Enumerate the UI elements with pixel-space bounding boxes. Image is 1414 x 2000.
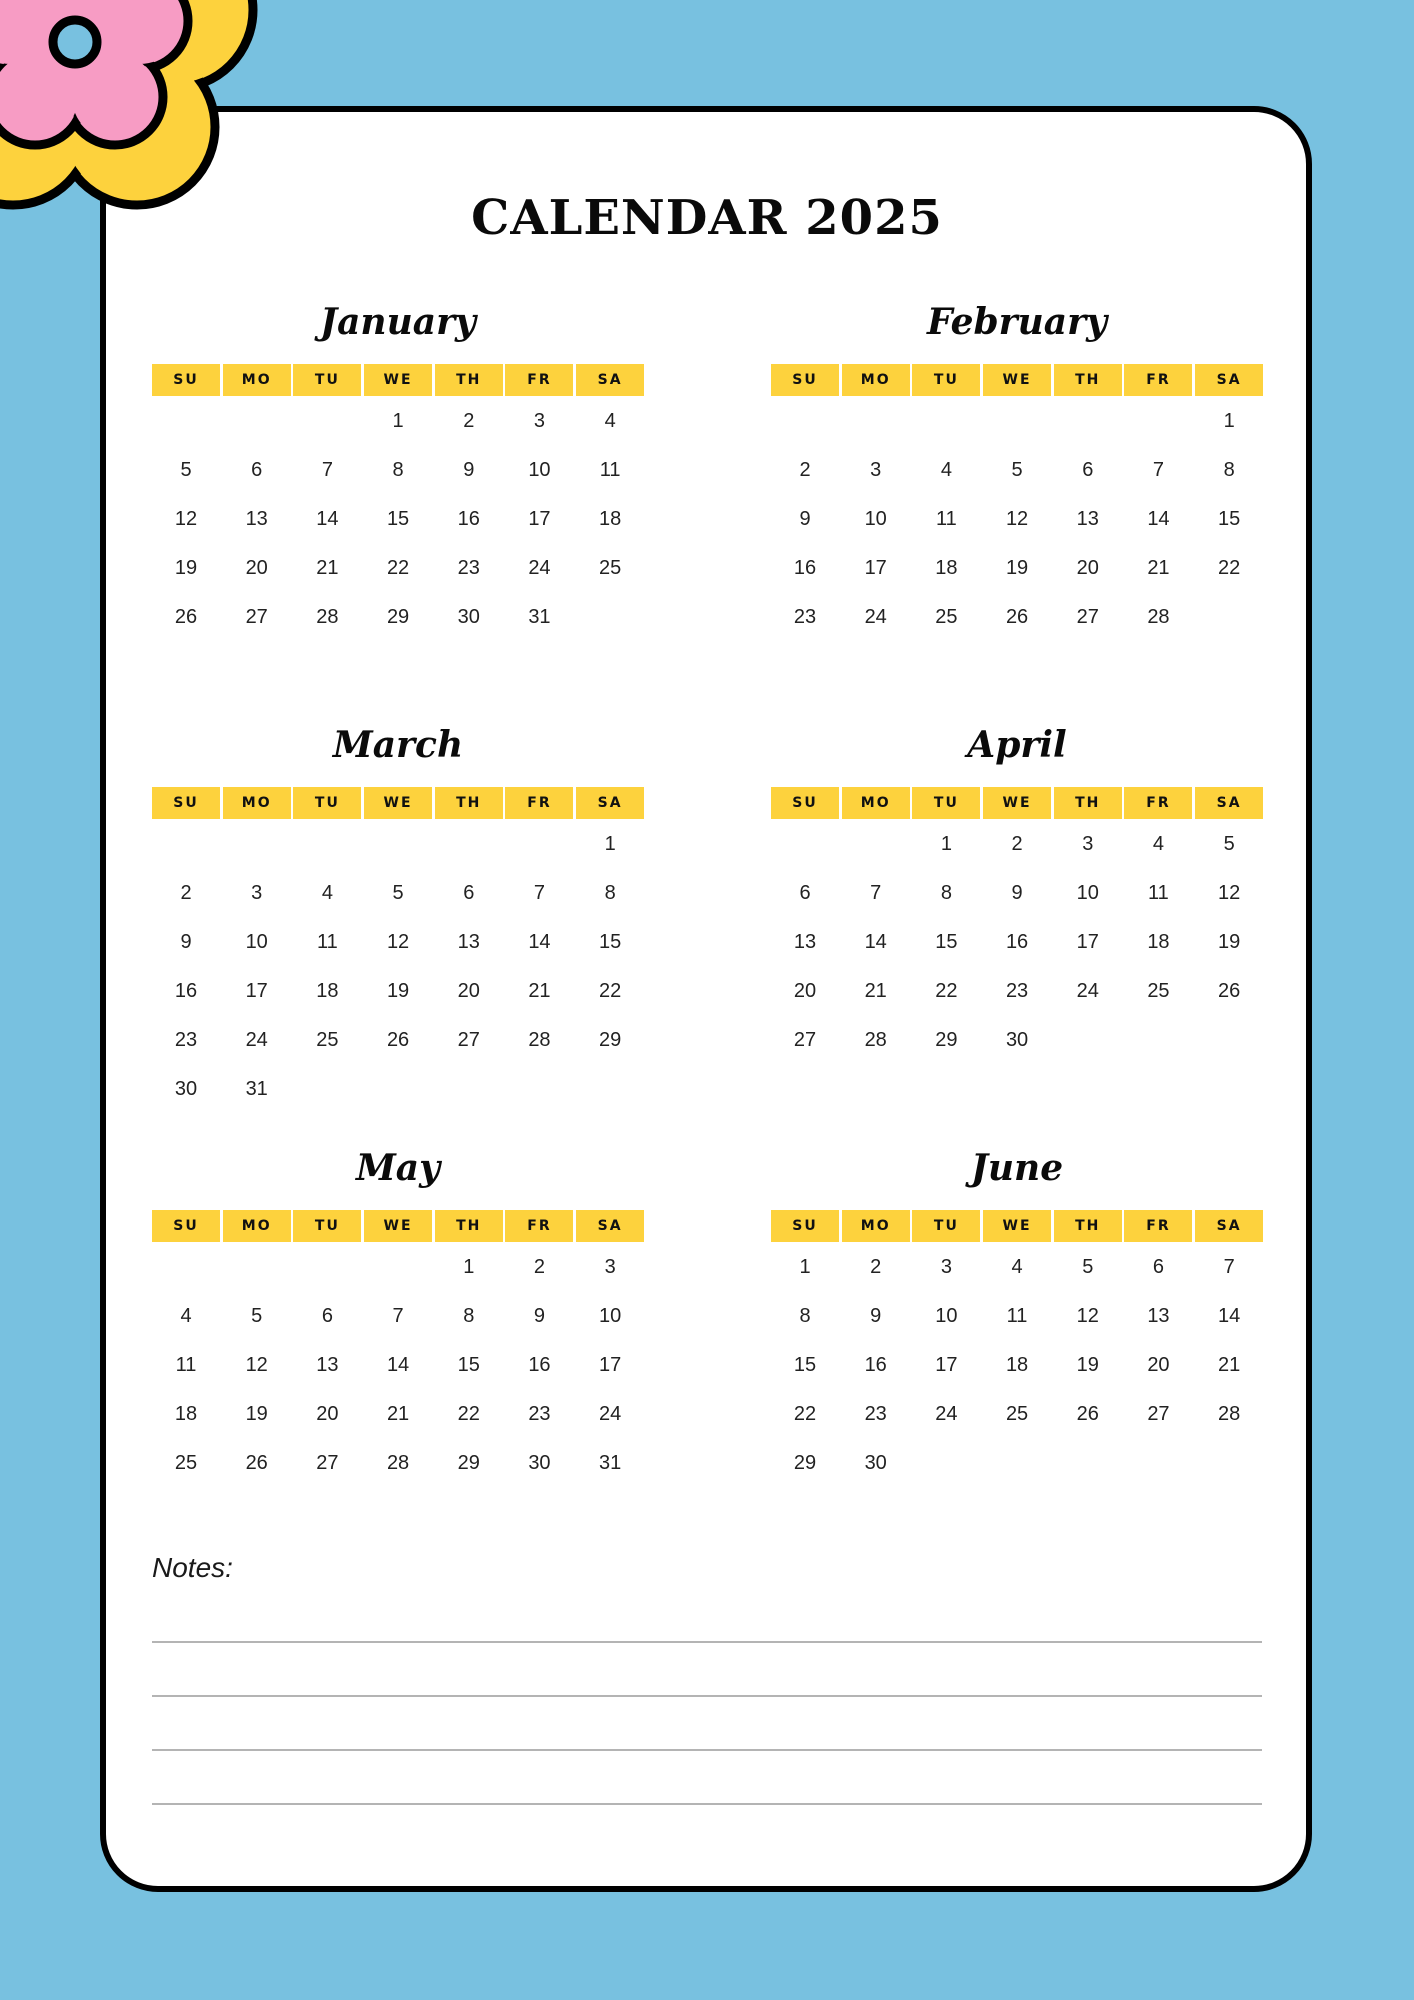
date-cell[interactable]: 18 xyxy=(1147,931,1170,953)
date-cell[interactable]: 2 xyxy=(799,459,811,481)
date-cell[interactable]: 14 xyxy=(864,931,887,953)
empty-cell xyxy=(364,1065,432,1114)
date-cell[interactable]: 18 xyxy=(174,1403,198,1425)
date-cell[interactable]: 3 xyxy=(1082,833,1094,855)
date-cell[interactable]: 23 xyxy=(864,1403,887,1425)
weekday-label: FR xyxy=(505,1210,573,1242)
date-cell[interactable]: 13 xyxy=(316,1354,339,1376)
date-cell[interactable]: 9 xyxy=(533,1305,545,1327)
date-cell[interactable]: 30 xyxy=(457,606,480,628)
month-title: February xyxy=(926,301,1108,343)
date-cell[interactable]: 2 xyxy=(1011,833,1023,855)
date-cell[interactable]: 19 xyxy=(386,980,410,1002)
empty-cell xyxy=(223,820,291,869)
weekday-label: SA xyxy=(576,364,644,396)
date-cell[interactable]: 20 xyxy=(245,557,268,579)
date-cell[interactable]: 15 xyxy=(457,1354,480,1376)
date-cell[interactable]: 17 xyxy=(1076,931,1099,953)
date-cell[interactable]: 19 xyxy=(1076,1354,1099,1376)
date-cell[interactable]: 2 xyxy=(463,410,475,432)
date-cell[interactable]: 7 xyxy=(870,882,882,904)
date-cell[interactable]: 23 xyxy=(528,1403,551,1425)
weekday-label: FR xyxy=(505,787,573,819)
date-cell[interactable]: 31 xyxy=(245,1078,268,1100)
date-cell[interactable]: 26 xyxy=(1076,1403,1099,1425)
date-cell[interactable]: 13 xyxy=(457,931,480,953)
date-cell[interactable]: 8 xyxy=(392,459,404,481)
date-cell[interactable]: 28 xyxy=(864,1029,887,1051)
weekday-label: TH xyxy=(435,1210,503,1242)
weekday-label: FR xyxy=(505,364,573,396)
date-grid xyxy=(771,820,1263,1065)
date-cell[interactable]: 24 xyxy=(599,1403,622,1425)
date-cell[interactable]: 29 xyxy=(935,1029,958,1051)
date-cell[interactable]: 2 xyxy=(870,1256,882,1278)
date-cell[interactable]: 13 xyxy=(1147,1305,1170,1327)
empty-cell xyxy=(435,820,503,869)
weekday-label: MO xyxy=(842,787,910,819)
date-cell[interactable]: 27 xyxy=(316,1452,339,1474)
weekday-label: SA xyxy=(1195,787,1263,819)
empty-cell xyxy=(771,820,839,869)
date-cell[interactable]: 5 xyxy=(1011,459,1023,481)
date-cell[interactable]: 11 xyxy=(316,931,338,953)
empty-cell xyxy=(435,1065,503,1114)
weekday-label: MO xyxy=(842,1210,910,1242)
weekday-label: TH xyxy=(435,364,503,396)
date-cell[interactable]: 18 xyxy=(935,557,958,579)
date-cell[interactable]: 1 xyxy=(1223,410,1235,432)
date-cell[interactable]: 18 xyxy=(1005,1354,1029,1376)
empty-cell xyxy=(1195,1016,1263,1065)
weekday-header xyxy=(771,787,1263,819)
month-january xyxy=(152,292,644,642)
date-cell[interactable]: 6 xyxy=(463,882,475,904)
date-grid xyxy=(771,397,1263,642)
empty-cell xyxy=(1124,397,1192,446)
date-cell[interactable]: 20 xyxy=(793,980,817,1002)
empty-cell xyxy=(576,1065,644,1114)
date-cell[interactable]: 31 xyxy=(599,1452,622,1474)
notes-label: Notes: xyxy=(152,1552,233,1583)
weekday-label: WE xyxy=(983,364,1051,396)
date-cell[interactable]: 21 xyxy=(316,557,339,579)
date-cell[interactable]: 13 xyxy=(1076,508,1099,530)
date-cell[interactable]: 8 xyxy=(799,1305,811,1327)
date-cell[interactable]: 16 xyxy=(1005,931,1029,953)
date-cell[interactable]: 25 xyxy=(599,557,622,579)
date-cell[interactable]: 10 xyxy=(864,508,887,530)
date-cell[interactable]: 24 xyxy=(864,606,887,628)
weekday-header xyxy=(152,1210,644,1242)
date-cell[interactable]: 27 xyxy=(1147,1403,1170,1425)
date-cell[interactable]: 23 xyxy=(457,557,480,579)
date-cell[interactable]: 24 xyxy=(528,557,551,579)
date-cell[interactable]: 12 xyxy=(174,508,198,530)
month-april xyxy=(771,715,1263,1065)
month-may xyxy=(152,1138,644,1488)
date-cell[interactable]: 1 xyxy=(799,1256,811,1278)
date-cell[interactable]: 23 xyxy=(1005,980,1029,1002)
date-cell[interactable]: 4 xyxy=(180,1305,192,1327)
date-grid xyxy=(771,1243,1263,1488)
date-cell[interactable]: 17 xyxy=(935,1354,958,1376)
weekday-label: TH xyxy=(1054,364,1122,396)
date-cell[interactable]: 4 xyxy=(1011,1256,1023,1278)
empty-cell xyxy=(223,1243,291,1292)
empty-cell xyxy=(912,397,980,446)
date-cell[interactable]: 22 xyxy=(457,1403,480,1425)
date-cell[interactable]: 9 xyxy=(870,1305,882,1327)
date-cell[interactable]: 2 xyxy=(180,882,192,904)
date-cell[interactable]: 18 xyxy=(316,980,339,1002)
date-cell[interactable]: 29 xyxy=(599,1029,622,1051)
weekday-label: WE xyxy=(364,364,432,396)
month-title: March xyxy=(332,724,464,766)
empty-cell xyxy=(1054,1439,1122,1488)
weekday-label: FR xyxy=(1124,364,1192,396)
empty-cell xyxy=(842,820,910,869)
weekday-label: TU xyxy=(293,787,361,819)
weekday-label: FR xyxy=(1124,1210,1192,1242)
date-cell[interactable]: 7 xyxy=(1152,459,1164,481)
date-cell[interactable]: 26 xyxy=(245,1452,268,1474)
date-cell[interactable]: 28 xyxy=(528,1029,551,1051)
date-cell[interactable]: 17 xyxy=(864,557,887,579)
weekday-label: FR xyxy=(1124,787,1192,819)
weekday-label: WE xyxy=(983,1210,1051,1242)
date-cell[interactable]: 6 xyxy=(1082,459,1094,481)
date-cell[interactable]: 4 xyxy=(321,882,333,904)
empty-cell xyxy=(152,397,220,446)
date-cell[interactable]: 1 xyxy=(392,410,404,432)
date-cell[interactable]: 11 xyxy=(175,1354,197,1376)
date-cell[interactable]: 3 xyxy=(940,1256,952,1278)
weekday-label: TH xyxy=(1054,1210,1122,1242)
date-cell[interactable]: 15 xyxy=(935,931,958,953)
empty-cell xyxy=(293,397,361,446)
date-cell[interactable]: 15 xyxy=(599,931,622,953)
date-cell[interactable]: 17 xyxy=(599,1354,622,1376)
date-cell[interactable]: 22 xyxy=(935,980,958,1002)
date-cell[interactable]: 20 xyxy=(1147,1354,1170,1376)
date-cell[interactable]: 30 xyxy=(528,1452,551,1474)
empty-cell xyxy=(1124,1439,1192,1488)
date-cell[interactable]: 15 xyxy=(793,1354,817,1376)
date-cell[interactable]: 23 xyxy=(793,606,817,628)
date-cell[interactable]: 24 xyxy=(1076,980,1099,1002)
date-cell[interactable]: 20 xyxy=(316,1403,339,1425)
month-title: April xyxy=(967,724,1067,766)
date-cell[interactable]: 11 xyxy=(1006,1305,1028,1327)
month-title: June xyxy=(970,1147,1064,1189)
weekday-label: SU xyxy=(771,1210,839,1242)
empty-cell xyxy=(223,397,291,446)
date-cell[interactable]: 13 xyxy=(793,931,817,953)
date-cell[interactable]: 30 xyxy=(1005,1029,1029,1051)
date-cell[interactable]: 11 xyxy=(935,508,957,530)
date-cell[interactable]: 24 xyxy=(935,1403,958,1425)
weekday-label: TU xyxy=(912,1210,980,1242)
month-february xyxy=(771,292,1263,642)
date-cell[interactable]: 14 xyxy=(316,508,339,530)
date-cell[interactable]: 28 xyxy=(1147,606,1170,628)
date-cell[interactable]: 14 xyxy=(1147,508,1170,530)
date-cell[interactable]: 9 xyxy=(463,459,475,481)
date-cell[interactable]: 21 xyxy=(864,980,887,1002)
month-march xyxy=(152,715,644,1114)
date-cell[interactable]: 25 xyxy=(316,1029,339,1051)
empty-cell xyxy=(505,1065,573,1114)
empty-cell xyxy=(1195,593,1263,642)
date-cell[interactable]: 30 xyxy=(174,1078,198,1100)
date-cell[interactable]: 15 xyxy=(386,508,410,530)
weekday-label: SU xyxy=(771,787,839,819)
date-cell[interactable]: 26 xyxy=(174,606,198,628)
empty-cell xyxy=(293,820,361,869)
month-june xyxy=(771,1138,1263,1488)
date-cell[interactable]: 29 xyxy=(793,1452,817,1474)
weekday-label: WE xyxy=(364,787,432,819)
date-cell[interactable]: 10 xyxy=(935,1305,958,1327)
date-cell[interactable]: 29 xyxy=(386,606,410,628)
date-cell[interactable]: 13 xyxy=(245,508,268,530)
date-cell[interactable]: 8 xyxy=(940,882,952,904)
empty-cell xyxy=(912,1439,980,1488)
date-cell[interactable]: 16 xyxy=(174,980,198,1002)
date-cell[interactable]: 22 xyxy=(1218,557,1241,579)
date-cell[interactable]: 26 xyxy=(386,1029,410,1051)
date-cell[interactable]: 17 xyxy=(245,980,268,1002)
weekday-label: SU xyxy=(152,1210,220,1242)
date-cell[interactable]: 16 xyxy=(457,508,480,530)
date-cell[interactable]: 14 xyxy=(1218,1305,1241,1327)
weekday-label: TH xyxy=(1054,787,1122,819)
date-cell[interactable]: 5 xyxy=(392,882,404,904)
date-cell[interactable]: 9 xyxy=(1011,882,1023,904)
empty-cell xyxy=(364,1243,432,1292)
date-cell[interactable]: 5 xyxy=(251,1305,263,1327)
month-title: January xyxy=(320,301,476,343)
date-cell[interactable]: 12 xyxy=(1076,1305,1099,1327)
date-cell[interactable]: 25 xyxy=(1147,980,1170,1002)
date-cell[interactable]: 10 xyxy=(599,1305,622,1327)
date-cell[interactable]: 29 xyxy=(457,1452,480,1474)
date-cell[interactable]: 19 xyxy=(1005,557,1029,579)
date-cell[interactable]: 22 xyxy=(793,1403,817,1425)
date-cell[interactable]: 4 xyxy=(604,410,616,432)
date-cell[interactable]: 21 xyxy=(528,980,551,1002)
date-cell[interactable]: 6 xyxy=(321,1305,333,1327)
weekday-label: MO xyxy=(842,364,910,396)
date-cell[interactable]: 27 xyxy=(457,1029,480,1051)
empty-cell xyxy=(152,820,220,869)
date-cell[interactable]: 11 xyxy=(1148,882,1169,904)
date-cell[interactable]: 16 xyxy=(793,557,817,579)
date-cell[interactable]: 12 xyxy=(386,931,410,953)
weekday-label: SU xyxy=(152,364,220,396)
date-cell[interactable]: 9 xyxy=(799,508,811,530)
empty-cell xyxy=(293,1243,361,1292)
date-cell[interactable]: 15 xyxy=(1218,508,1241,530)
date-cell[interactable]: 31 xyxy=(528,606,551,628)
date-cell[interactable]: 27 xyxy=(793,1029,817,1051)
weekday-label: SA xyxy=(576,787,644,819)
date-cell[interactable]: 21 xyxy=(386,1403,410,1425)
page-title: CALENDAR 2025 xyxy=(471,190,943,246)
date-cell[interactable]: 3 xyxy=(870,459,882,481)
date-cell[interactable]: 6 xyxy=(799,882,811,904)
date-cell[interactable]: 7 xyxy=(1223,1256,1235,1278)
empty-cell xyxy=(505,820,573,869)
weekday-label: TU xyxy=(912,364,980,396)
date-cell[interactable]: 4 xyxy=(940,459,952,481)
empty-cell xyxy=(771,397,839,446)
empty-cell xyxy=(293,1065,361,1114)
date-cell[interactable]: 27 xyxy=(1076,606,1099,628)
date-cell[interactable]: 4 xyxy=(1152,833,1164,855)
date-cell[interactable]: 6 xyxy=(1152,1256,1164,1278)
date-cell[interactable]: 8 xyxy=(1223,459,1235,481)
date-cell[interactable]: 1 xyxy=(940,833,952,855)
empty-cell xyxy=(983,1439,1051,1488)
empty-cell xyxy=(842,397,910,446)
date-cell[interactable]: 12 xyxy=(1005,508,1029,530)
weekday-header xyxy=(771,364,1263,396)
empty-cell xyxy=(1124,1016,1192,1065)
empty-cell xyxy=(152,1243,220,1292)
date-cell[interactable]: 20 xyxy=(457,980,480,1002)
date-cell[interactable]: 21 xyxy=(1218,1354,1241,1376)
weekday-label: TH xyxy=(435,787,503,819)
empty-cell xyxy=(1054,1016,1122,1065)
date-cell[interactable]: 8 xyxy=(604,882,616,904)
date-cell[interactable]: 3 xyxy=(604,1256,616,1278)
date-cell[interactable]: 11 xyxy=(599,459,621,481)
date-cell[interactable]: 5 xyxy=(1223,833,1235,855)
weekday-label: MO xyxy=(223,1210,291,1242)
date-cell[interactable]: 30 xyxy=(864,1452,887,1474)
date-cell[interactable]: 19 xyxy=(174,557,198,579)
month-title: May xyxy=(355,1147,441,1189)
date-cell[interactable]: 19 xyxy=(245,1403,268,1425)
date-cell[interactable]: 7 xyxy=(533,882,545,904)
date-cell[interactable]: 1 xyxy=(604,833,616,855)
date-cell[interactable]: 19 xyxy=(1218,931,1241,953)
weekday-label: SA xyxy=(1195,1210,1263,1242)
date-cell[interactable]: 22 xyxy=(386,557,410,579)
date-cell[interactable]: 25 xyxy=(935,606,958,628)
date-cell[interactable]: 16 xyxy=(864,1354,887,1376)
date-cell[interactable]: 28 xyxy=(316,606,339,628)
date-cell[interactable]: 8 xyxy=(463,1305,475,1327)
date-cell[interactable]: 25 xyxy=(1005,1403,1029,1425)
weekday-header xyxy=(152,364,644,396)
weekday-label: SA xyxy=(576,1210,644,1242)
date-grid xyxy=(152,820,644,1114)
weekday-label: TU xyxy=(293,364,361,396)
date-cell[interactable]: 16 xyxy=(528,1354,551,1376)
note-line[interactable] xyxy=(152,1803,1262,1805)
date-cell[interactable]: 7 xyxy=(392,1305,404,1327)
date-cell[interactable]: 17 xyxy=(528,508,551,530)
date-cell[interactable]: 2 xyxy=(533,1256,545,1278)
weekday-header xyxy=(771,1210,1263,1242)
date-grid xyxy=(152,1243,644,1488)
empty-cell xyxy=(983,397,1051,446)
empty-cell xyxy=(576,593,644,642)
date-cell[interactable]: 3 xyxy=(533,410,545,432)
date-grid xyxy=(152,397,644,642)
date-cell[interactable]: 25 xyxy=(174,1452,198,1474)
date-cell[interactable]: 23 xyxy=(174,1029,198,1051)
empty-cell xyxy=(364,820,432,869)
date-cell[interactable]: 28 xyxy=(386,1452,410,1474)
date-cell[interactable]: 10 xyxy=(528,459,551,481)
date-cell[interactable]: 12 xyxy=(1218,882,1241,904)
date-cell[interactable]: 10 xyxy=(245,931,268,953)
weekday-label: WE xyxy=(983,787,1051,819)
date-cell[interactable]: 12 xyxy=(245,1354,268,1376)
date-cell[interactable]: 26 xyxy=(1005,606,1029,628)
date-cell[interactable]: 6 xyxy=(251,459,263,481)
weekday-label: SU xyxy=(152,787,220,819)
date-cell[interactable]: 14 xyxy=(386,1354,410,1376)
weekday-header xyxy=(152,787,644,819)
date-cell[interactable]: 26 xyxy=(1218,980,1241,1002)
date-cell[interactable]: 28 xyxy=(1218,1403,1241,1425)
empty-cell xyxy=(1054,397,1122,446)
date-cell[interactable]: 22 xyxy=(599,980,622,1002)
date-cell[interactable]: 5 xyxy=(180,459,192,481)
note-line[interactable] xyxy=(152,1641,1262,1643)
note-line[interactable] xyxy=(152,1695,1262,1697)
empty-cell xyxy=(1195,1439,1263,1488)
date-cell[interactable]: 5 xyxy=(1082,1256,1094,1278)
weekday-label: MO xyxy=(223,787,291,819)
date-cell[interactable]: 20 xyxy=(1076,557,1099,579)
weekday-label: WE xyxy=(364,1210,432,1242)
weekday-label: TU xyxy=(912,787,980,819)
date-cell[interactable]: 24 xyxy=(245,1029,268,1051)
date-cell[interactable]: 9 xyxy=(180,931,192,953)
date-cell[interactable]: 10 xyxy=(1076,882,1099,904)
date-cell[interactable]: 14 xyxy=(528,931,551,953)
date-cell[interactable]: 7 xyxy=(321,459,333,481)
date-cell[interactable]: 21 xyxy=(1147,557,1170,579)
weekday-label: SA xyxy=(1195,364,1263,396)
weekday-label: TU xyxy=(293,1210,361,1242)
note-line[interactable] xyxy=(152,1749,1262,1751)
date-cell[interactable]: 18 xyxy=(599,508,622,530)
weekday-label: MO xyxy=(223,364,291,396)
weekday-label: SU xyxy=(771,364,839,396)
date-cell[interactable]: 3 xyxy=(251,882,263,904)
date-cell[interactable]: 27 xyxy=(245,606,268,628)
date-cell[interactable]: 1 xyxy=(463,1256,475,1278)
